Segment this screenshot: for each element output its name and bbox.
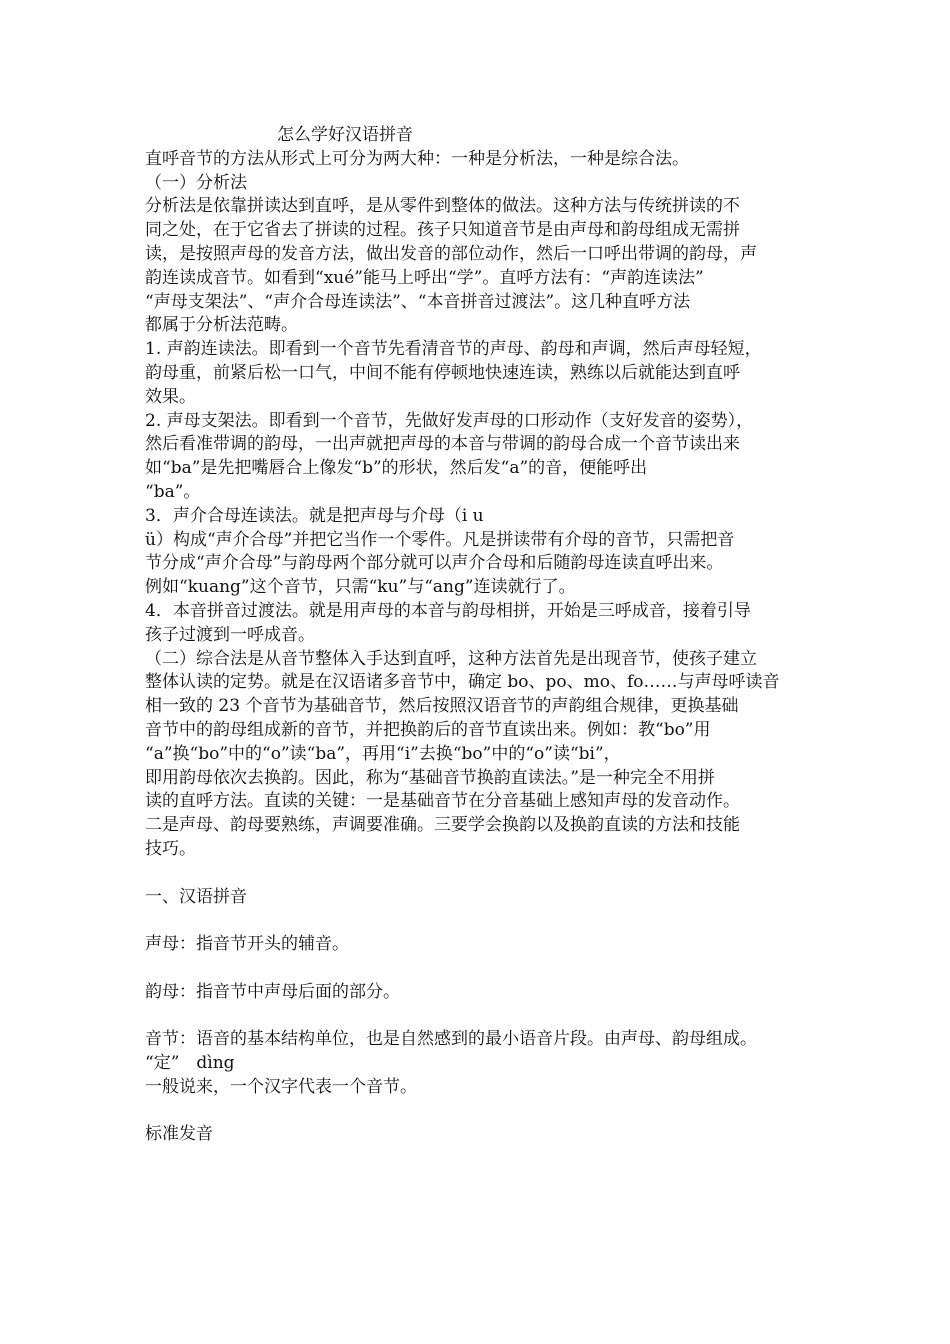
paragraph-line: 即用韵母依次去换韵。因此，称为“基础音节换韵直读法。”是一种完全不用拼 (145, 767, 715, 788)
definition-initial: 声母：指音节开头的辅音。 (145, 934, 349, 955)
paragraph-line: 音节中的韵母组成新的音节，并把换韵后的音节直读出来。例如：教“bo”用 (145, 719, 711, 740)
paragraph-line: 整体认读的定势。就是在汉语诸多音节中，确定 bo、po、mo、fo……与声母呼读音 (145, 672, 780, 693)
last-heading: 标准发音 (145, 1124, 213, 1145)
paragraph-line: “声母支架法”、“声介合母连读法”、“本音拼音过渡法”。这几种直呼方法 (145, 291, 691, 312)
paragraph-line: ü）构成“声介合母”并把它当作一个零件。凡是拼读带有介母的音节，只需把音 (145, 529, 735, 550)
list-item-4: 4．本音拼音过渡法。就是用声母的本音与韵母相拼，开始是三呼成音，接着引导 (145, 600, 751, 621)
blank-line (145, 957, 815, 981)
paragraph-line: 二是声母、韵母要熟练，声调要准确。三要学会换韵以及换韵直读的方法和技能 (145, 815, 740, 836)
paragraph-line: 分析法是依靠拼读达到直呼，是从零件到整体的做法。这种方法与传统拼读的不 (145, 196, 740, 217)
paragraph-line: 相一致的 23 个音节为基础音节，然后按照汉语音节的声韵组合规律，更换基础 (145, 696, 739, 717)
paragraph-line: 技巧。 (145, 838, 196, 859)
paragraph-line: 节分成“声介合母”与韵母两个部分就可以声介合母和后随韵母连读直呼出来。 (145, 553, 724, 574)
paragraph-line: 直呼音节的方法从形式上可分为两大种：一种是分析法，一种是综合法。 (145, 148, 689, 169)
blank-line (145, 909, 815, 933)
list-item-1: 1. 声韵连读法。即看到一个音节先看清音节的声母、韵母和声调，然后声母轻短， (145, 339, 762, 360)
paragraph-line: 韵连读成音节。如看到“xué”能马上呼出“学”。直呼方法有：“声韵连读法” (145, 267, 704, 288)
paragraph-line: 然后看准带调的韵母，一出声就把声母的本音与带调的韵母合成一个音节读出来 (145, 434, 740, 455)
paragraph-line: 读，是按照声母的发音方法，做出发音的部位动作，然后一口呼出带调的韵母，声 (145, 243, 757, 264)
paragraph-line: 效果。 (145, 386, 196, 407)
paragraph-line: 孩子过渡到一呼成音。 (145, 624, 315, 645)
syllable-example: “定” dìng (145, 1053, 235, 1074)
blank-line (145, 1100, 815, 1124)
paragraph-line: “ba”。 (145, 481, 201, 502)
paragraph-line: 读的直呼方法。直读的关键：一是基础音节在分音基础上感知声母的发音动作。 (145, 791, 740, 812)
list-item-2: 2. 声母支架法。即看到一个音节，先做好发声母的口形动作（支好发音的姿势）， (145, 410, 754, 431)
paragraph-line: 都属于分析法范畴。 (145, 315, 298, 336)
document-title: 怎么学好汉语拼音 (277, 125, 413, 145)
document-page (145, 124, 815, 1147)
paragraph-line: 韵母重，前紧后松一口气，中间不能有停顿地快速连读，熟练以后就能达到直呼 (145, 362, 740, 383)
definition-final: 韵母：指音节中声母后面的部分。 (145, 981, 400, 1002)
list-item-3: 3．声介合母连读法。就是把声母与介母（i u (145, 505, 484, 526)
subheading-analysis: （一）分析法 (145, 172, 247, 193)
blank-line (145, 1004, 815, 1028)
syllable-note: 一般说来，一个汉字代表一个音节。 (145, 1076, 417, 1097)
paragraph-line: “a”换“bo”中的“o”读“ba”，再用“i”去换“bo”中的“o”读“bi”， (145, 743, 621, 764)
paragraph-line: 如“ba”是先把嘴唇合上像发“b”的形状，然后发“a”的音，便能呼出 (145, 458, 648, 479)
blank-line (145, 862, 815, 886)
paragraph-line: 例如“kuang”这个音节，只需“ku”与“ang”连读就行了。 (145, 577, 576, 598)
subheading-synthesis: （二）综合法是从音节整体入手达到直呼，这种方法首先是出现音节，使孩子建立 (145, 648, 757, 669)
definition-syllable: 音节：语音的基本结构单位，也是自然感到的最小语音片段。由声母、韵母组成。 (145, 1029, 757, 1050)
paragraph-line: 同之处，在于它省去了拼读的过程。孩子只知道音节是由声母和韵母组成无需拼 (145, 220, 740, 241)
section-heading: 一、汉语拼音 (145, 886, 247, 907)
